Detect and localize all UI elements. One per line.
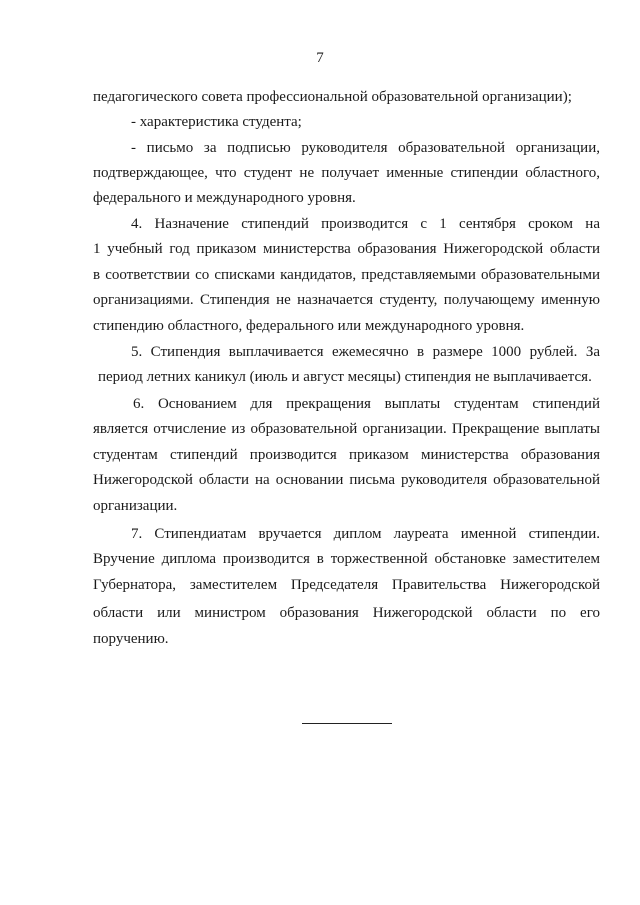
text-line: стипендию областного, федерального или международного уровня. xyxy=(93,318,525,334)
text-line: Нижегородской области на основании письма руководителя образовательной xyxy=(93,472,600,488)
paragraph-7-start: 7. Стипендиатам вручается диплом лауреата именной стипендии. xyxy=(131,526,600,542)
list-item: - письмо за подписью руководителя образовательной организации, xyxy=(131,140,600,156)
text-line: педагогического совета профессиональной образовательной организации); xyxy=(93,89,572,105)
text-line: 1 учебный год приказом министерства образования Нижегородской области xyxy=(93,241,600,257)
list-item: - характеристика студента; xyxy=(131,114,302,130)
end-separator-line xyxy=(302,723,392,724)
paragraph-6-start: 6. Основанием для прекращения выплаты студентам стипендий xyxy=(133,396,600,412)
paragraph-4-start: 4. Назначение стипендий производится с 1 сентября сроком на xyxy=(131,216,600,232)
text-line: организации. xyxy=(93,498,178,514)
text-line: области или министром образования Нижегородской области по его xyxy=(93,605,600,621)
text-line: Губернатора, заместителем Председателя Правительства Нижегородской xyxy=(93,577,600,593)
text-line: поручению. xyxy=(93,631,169,647)
text-line: федерального и международного уровня. xyxy=(93,190,356,206)
text-line: Вручение диплома производится в торжественной обстановке заместителем xyxy=(93,551,600,567)
text-line: организациями. Стипендия не назначается студенту, получающему именную xyxy=(93,292,600,308)
text-line: является отчисление из образовательной организации. Прекращение выплаты xyxy=(93,421,600,437)
text-line: студентам стипендий производится приказом министерства образования xyxy=(93,447,600,463)
text-line: в соответствии со списками кандидатов, представляемыми образовательными xyxy=(93,267,600,283)
text-line: период летних каникул (июль и август месяцы) стипендия не выплачивается. xyxy=(98,369,592,385)
text-line: подтверждающее, что студент не получает именные стипендии областного, xyxy=(93,165,600,181)
paragraph-5-start: 5. Стипендия выплачивается ежемесячно в размере 1000 рублей. За xyxy=(131,344,600,360)
page-number: 7 xyxy=(316,50,324,66)
